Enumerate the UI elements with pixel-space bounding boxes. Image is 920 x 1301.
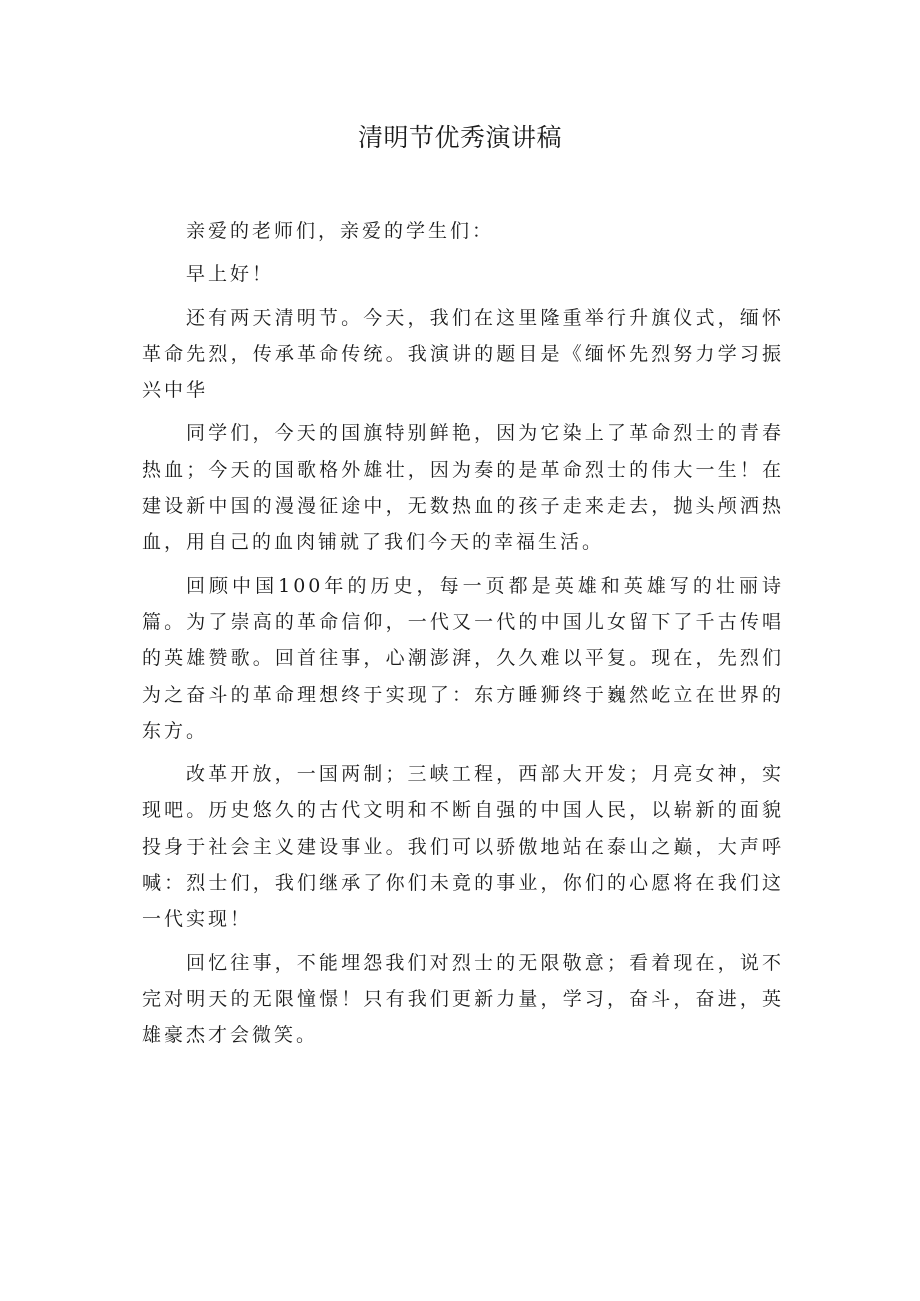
document-body [142,213,784,1061]
paragraph-closing: 回忆往事，不能埋怨我们对烈士的无限敬意；看着现在，说不完对明天的无限憧憬！只有我们更新力量，学习，奋斗，奋进，英雄豪杰才会微笑。 [142,951,784,1047]
paragraph-history: 回顾中国100年的历史，每一页都是英雄和英雄写的壮丽诗篇。为了崇高的革命信仰，一代又一代的中国儿女留下了千古传唱的英雄赞歌。回首往事，心潮澎湃，久久难以平复。现在，先烈们为之奋斗的革命理想终于实现了：东方睡狮终于巍然屹立在世界的东方。 [142,574,784,742]
paragraph-reform: 改革开放，一国两制；三峡工程，西部大开发；月亮女神，实现吧。历史悠久的古代文明和不断自强的中国人民，以崭新的面貌投身于社会主义建设事业。我们可以骄傲地站在泰山之巅，大声呼喊：烈士们，我们继承了你们未竟的事业，你们的心愿将在我们这一代实现！ [142,763,784,931]
paragraph-salutation: 亲爱的老师们，亲爱的学生们： [186,220,495,242]
paragraph-flag: 同学们，今天的国旗特别鲜艳，因为它染上了革命烈士的青春热血；今天的国歌格外雄壮，因为奏的是革命烈士的伟大一生！在建设新中国的漫漫征途中，无数热血的孩子走来走去，抛头颅洒热血，用自己的血肉铺就了我们今天的幸福生活。 [142,422,784,554]
paragraph-greeting: 早上好！ [186,263,275,286]
document-title: 清明节优秀演讲稿 [357,123,562,152]
paragraph-intro: 还有两天清明节。今天，我们在这里隆重举行升旗仪式，缅怀革命先烈，传承革命传统。我演讲的题目是《缅怀先烈努力学习振兴中华 [142,306,784,402]
